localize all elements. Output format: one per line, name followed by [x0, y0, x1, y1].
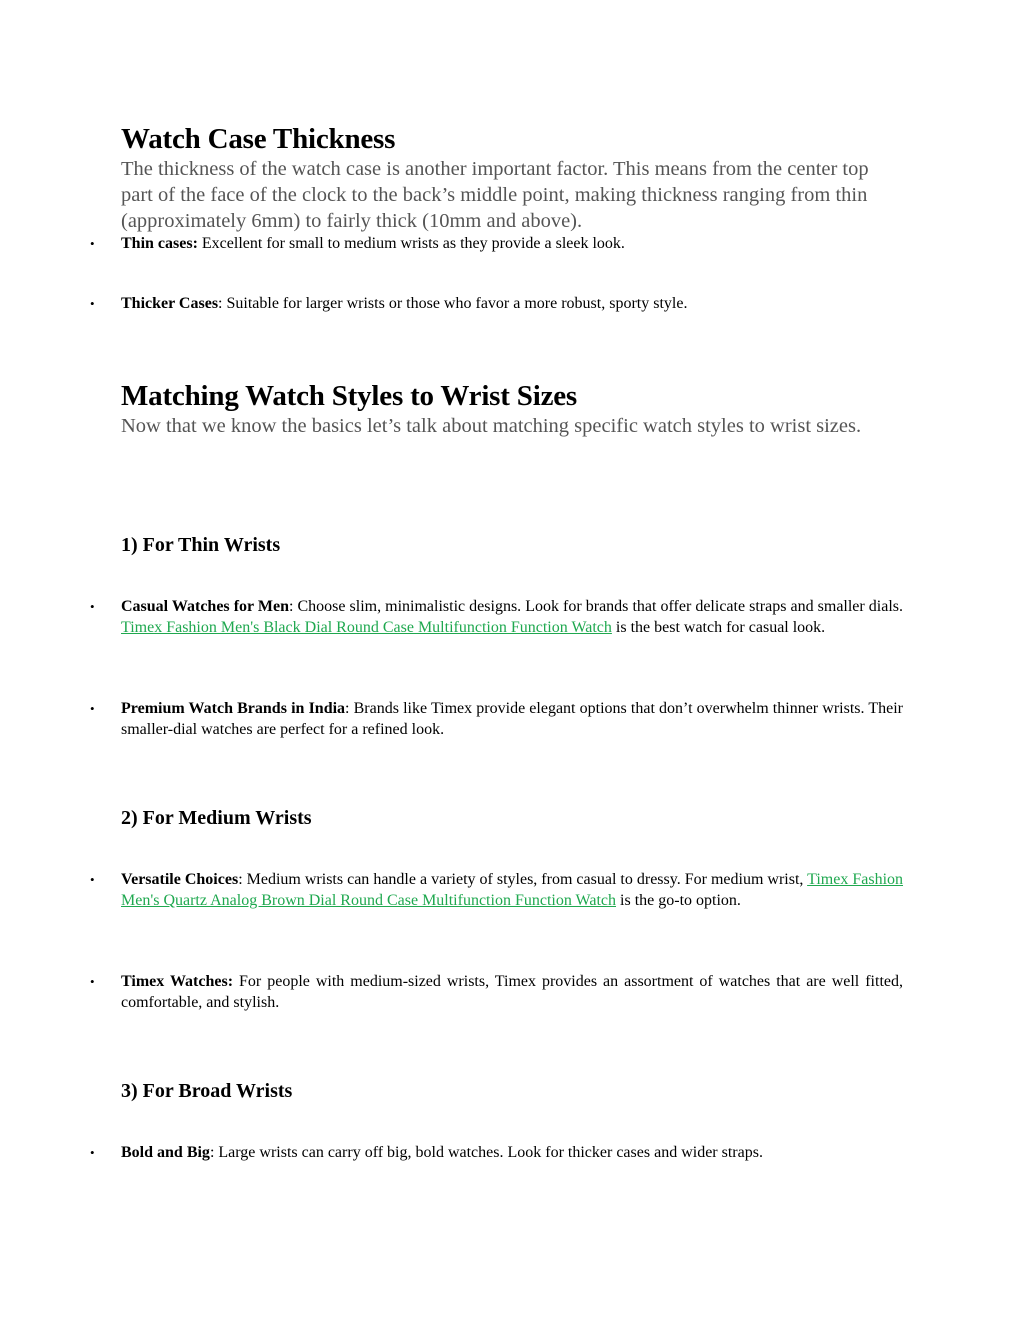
bullet-text: Excellent for small to medium wrists as they provide a sleek look.	[197, 235, 625, 252]
bullet-term: Thicker Cases	[121, 295, 219, 312]
bullet-term: Casual Watches for Men	[121, 598, 289, 615]
subsection-heading: 2) For Medium Wrists	[121, 807, 312, 829]
bullet-term: Premium Watch Brands in India	[121, 700, 346, 717]
bullet-text: For people with medium-sized wrists, Timex provides an assortment of watches that are well fitted, comfortable, and stylish.	[121, 973, 903, 1011]
bullet-text: : Medium wrists can handle a variety of styles, from casual to dressy. For medium wrist,	[238, 871, 808, 888]
list-item-premium-brands	[90, 698, 903, 740]
bullet-text-after: is the best watch for casual look.	[611, 619, 826, 636]
bullet-text: : Brands like Timex provide elegant options that don’t overwhelm thinner wrists. Their smaller-dial watches are perfect for a refined look.	[121, 700, 903, 738]
section-matching-styles	[121, 379, 903, 439]
list-item-timex-watches	[90, 971, 903, 1013]
subsection-thin-wrists	[121, 533, 903, 557]
product-link-black-dial[interactable]: Timex Fashion Men's Black Dial Round Case Multifunction Function Watch	[121, 619, 612, 636]
bullet-term: Timex Watches:	[121, 973, 234, 990]
section-watch-case-thickness	[121, 122, 903, 234]
bullet-text-after: is the go-to option.	[616, 892, 741, 909]
bullet-marker: •	[90, 296, 95, 311]
product-link-brown-dial[interactable]: Timex Fashion Men's Quartz Analog Brown Dial Round Case Multifunction Function Watch	[121, 871, 904, 909]
bullet-marker: •	[90, 872, 95, 887]
list-item-bold-and-big	[90, 1142, 903, 1163]
bullet-term: Thin cases:	[121, 235, 198, 252]
bullet-text: : Choose slim, minimalistic designs. Look for brands that offer delicate straps and smaller dials.	[289, 598, 904, 615]
list-item-thin-cases	[90, 233, 903, 254]
subsection-heading: 1) For Thin Wrists	[121, 534, 281, 556]
section-intro: Now that we know the basics let’s talk about matching specific watch styles to wrist sizes.	[121, 415, 862, 437]
list-item-versatile-choices	[90, 869, 904, 911]
bullet-marker: •	[90, 701, 95, 716]
section-heading: Watch Case Thickness	[121, 123, 396, 155]
list-item-casual-watches	[90, 596, 904, 638]
bullet-marker: •	[90, 974, 95, 989]
section-intro: The thickness of the watch case is another important factor. This means from the center top part of the face of the clock to the back’s middle point, making thickness ranging from thin (approximately 6mm) to fairly thick (10mm and above).	[121, 158, 869, 232]
section-heading: Matching Watch Styles to Wrist Sizes	[121, 380, 577, 412]
bullet-text: : Suitable for larger wrists or those who favor a more robust, sporty style.	[218, 295, 688, 312]
bullet-term: Versatile Choices	[121, 871, 239, 888]
subsection-broad-wrists	[121, 1079, 903, 1103]
list-item-thicker-cases	[90, 293, 903, 314]
bullet-marker: •	[90, 236, 95, 251]
bullet-marker: •	[90, 599, 95, 614]
bullet-text: : Large wrists can carry off big, bold watches. Look for thicker cases and wider straps.	[209, 1144, 763, 1161]
bullet-marker: •	[90, 1145, 95, 1160]
subsection-medium-wrists	[121, 806, 903, 830]
bullet-term: Bold and Big	[121, 1144, 210, 1161]
subsection-heading: 3) For Broad Wrists	[121, 1080, 293, 1102]
